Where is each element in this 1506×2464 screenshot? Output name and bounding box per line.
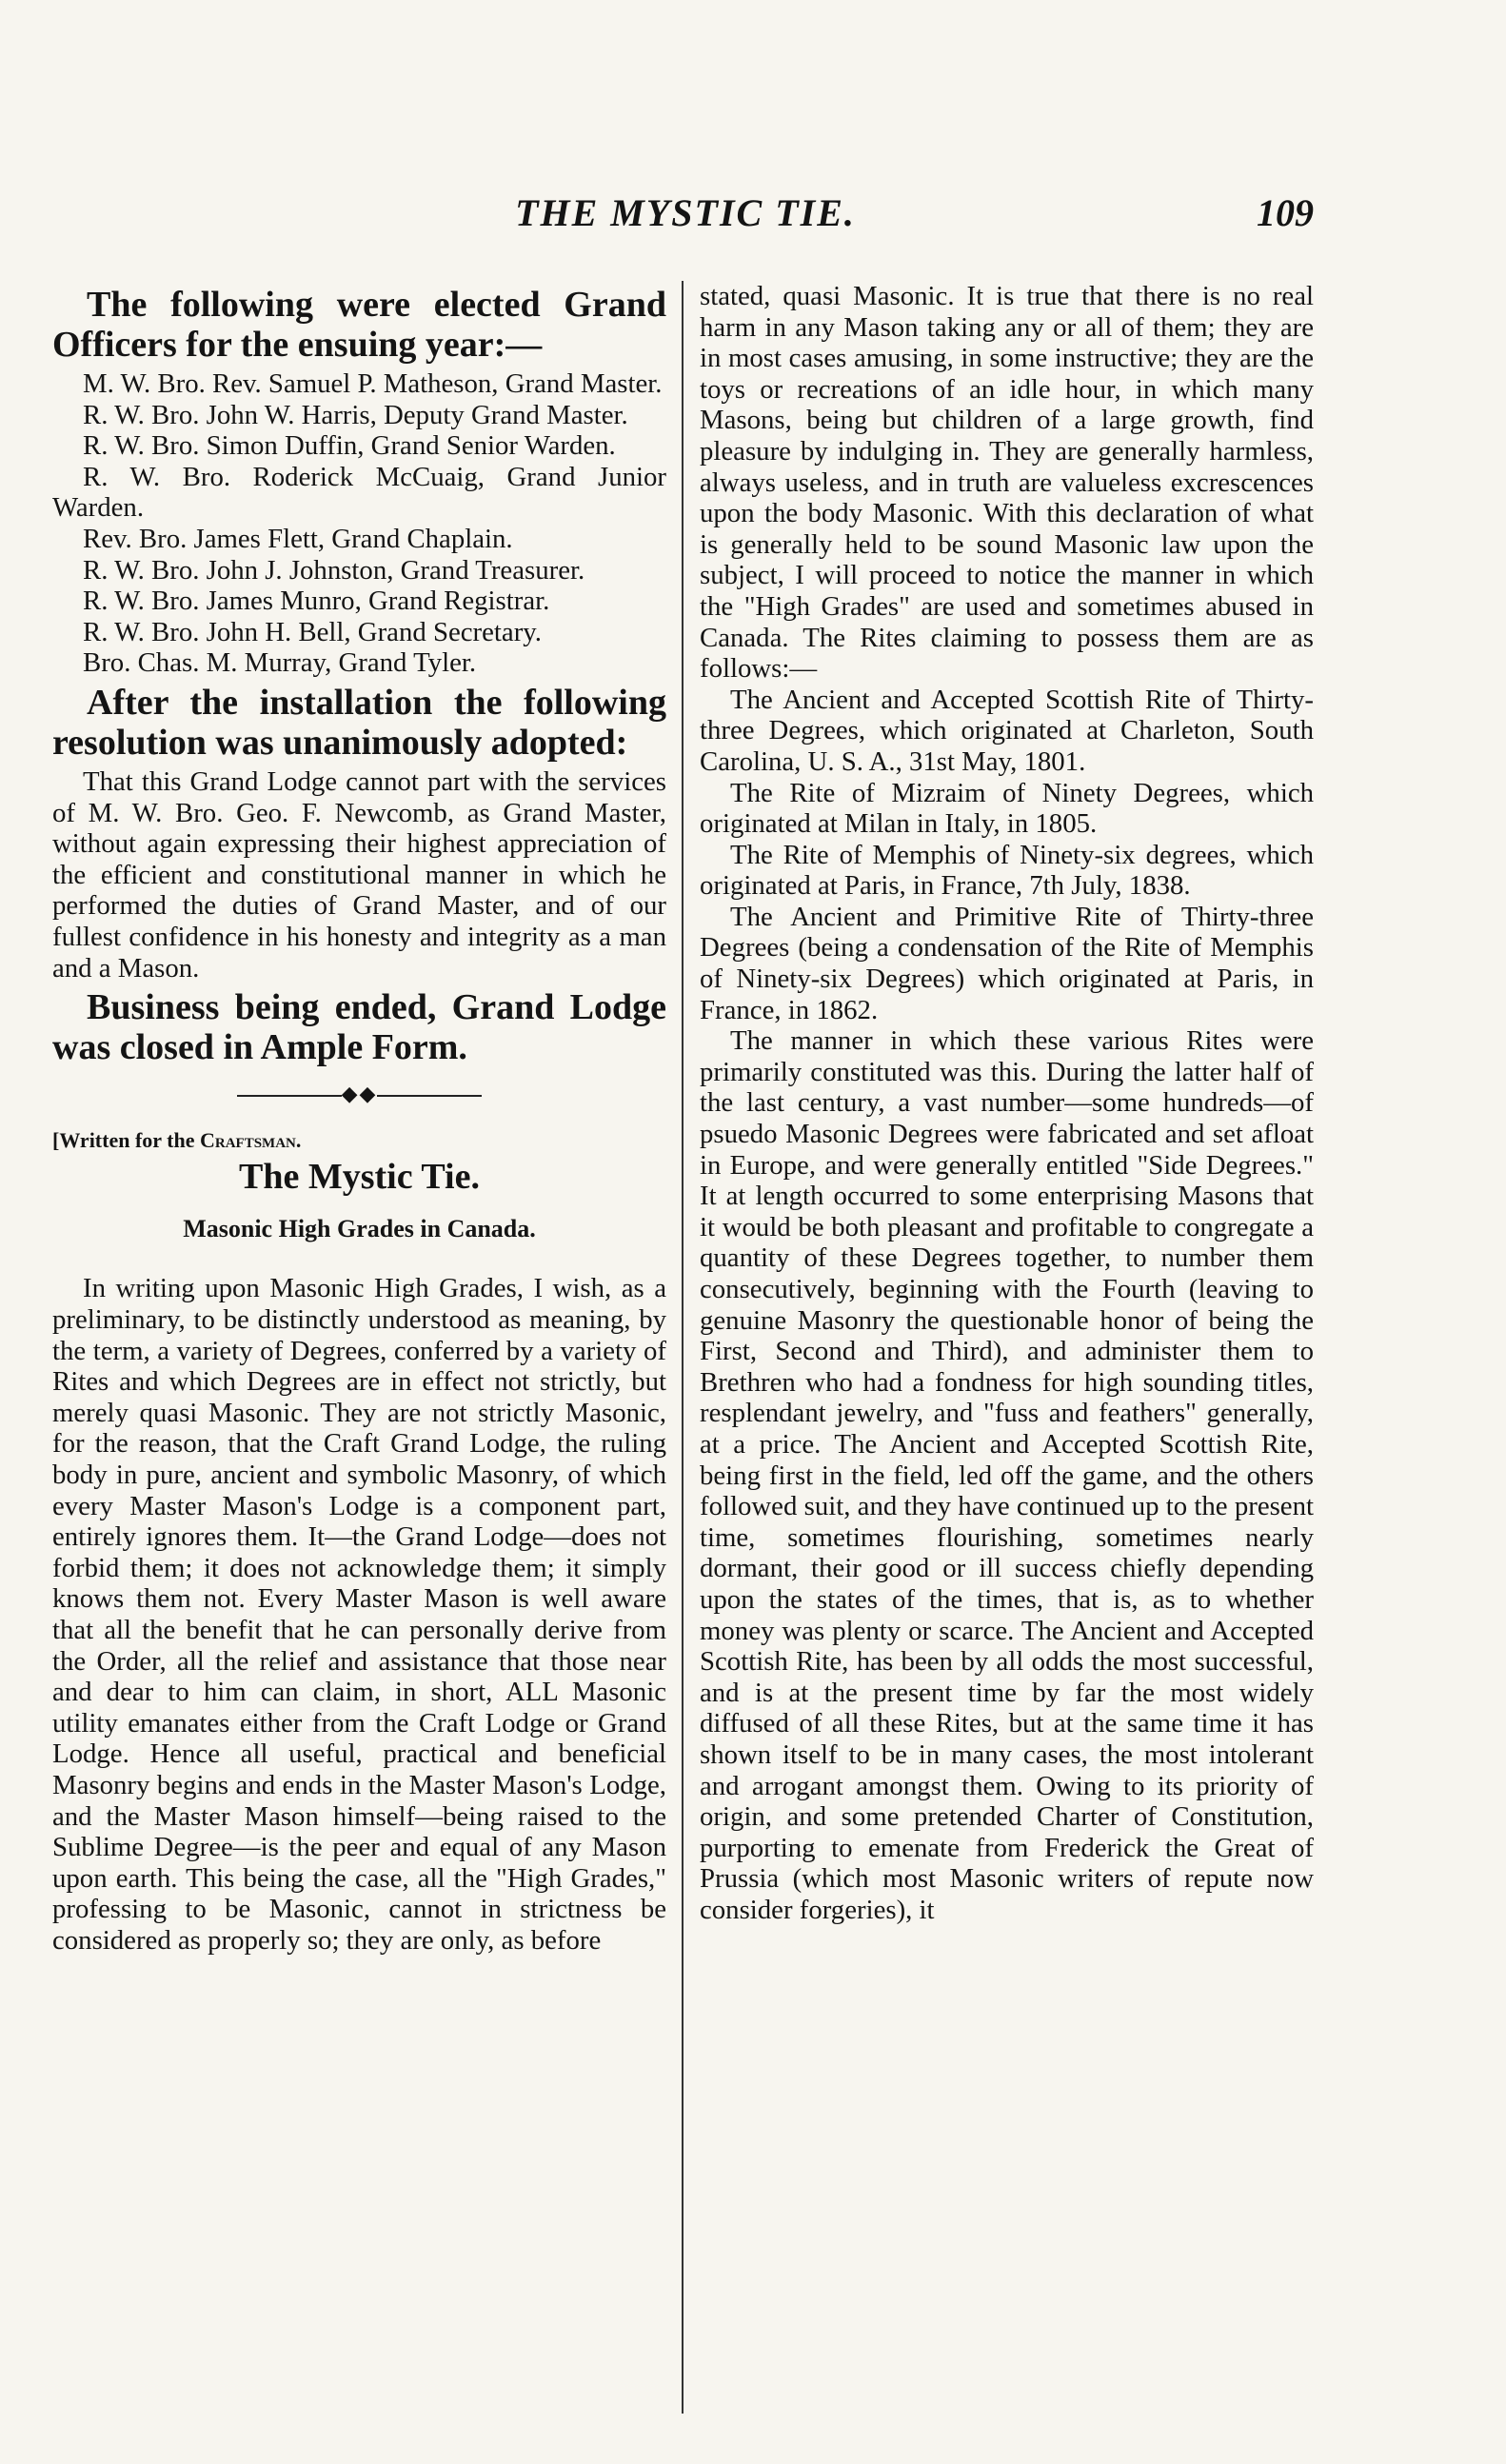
section-ornament: ◆◆ — [52, 1079, 666, 1110]
page-number: 109 — [1257, 191, 1314, 234]
officer-entry: R. W. Bro. John H. Bell, Grand Secretary. — [83, 616, 543, 647]
officers-heading: The following were elected Grand Officers for the ensuing year:— — [52, 285, 666, 365]
article-paragraph: In writing upon Masonic High Grades, I wish, as a preliminary, to be distinctly understood as meaning, by the term, a variety of Degrees, conferred by a variety of Rites and which Degrees are in effect not strictly, but merely quasi Masonic. They are not strictly Masonic, for the reason, that the Craft Grand Lodge, the ruling body in pure, ancient and symbolic Masonry, of which every Master Mason's Lodge is a component part, entirely ignores them. It—the Grand Lodge—does not forbid them; it does not acknowledge them; it simply knows them not. Every Master Mason is well aware that all the benefit that he can personally derive from the Order, all the relief and assistance that those near and dear to him can claim, in short, ALL Masonic utility emanates either from the Craft Lodge or Grand Lodge. Hence all useful, practical and beneficial Masonry begins and ends in the Master Mason's Lodge, and the Master Mason himself—being raised to the Sublime Degree—is the peer and equal of any Mason upon earth. This being the case, all the "High Grades," professing to be Masonic, cannot in strictness be considered as properly so; they are only, as before — [52, 1273, 666, 1956]
officer-entry: R. W. Bro. James Munro, Grand Registrar. — [83, 586, 550, 617]
left-column — [52, 281, 666, 1957]
officer-entry: R. W. Bro. Roderick McCuaig, Grand Junior Warden. — [52, 461, 666, 524]
running-title: THE MYSTIC TIE. — [515, 191, 856, 234]
closing-statement: Business being ended, Grand Lodge was closed in Ample Form. — [52, 987, 666, 1068]
page-header — [57, 190, 1314, 248]
officer-entry: R. W. Bro. Simon Duffin, Grand Senior Warden. — [83, 430, 616, 462]
article-paragraph: stated, quasi Masonic. It is true that there is no real harm in any Mason taking any or all of them; they are in most cases amusing, in some instructive; they are the toys or recreations of an idle hour, in which many Masons, being but children of a large growth, find pleasure by indulging in. They are generally harmless, always useless, and in truth are valueless excrescences upon the body Masonic. With this declaration of what is generally held to be sound Masonic law upon the subject, I will proceed to notice the manner in which the "High Grades" are used and sometimes abused in Canada. The Rites claiming to possess them are as follows:— — [700, 281, 1314, 685]
officer-entry: R. W. Bro. John W. Harris, Deputy Grand Master. — [83, 399, 628, 430]
byline: [Written for the Craftsman. — [52, 1127, 302, 1152]
column-divider — [682, 281, 684, 2414]
rite-entry: The Rite of Mizraim of Ninety Degrees, which originated at Milan in Italy, in 1805. — [700, 777, 1314, 840]
right-column — [700, 281, 1314, 1925]
article-paragraph: The manner in which these various Rites were primarily constituted was this. During the latter half of the last century, a vast number—some hundreds—of psuedo Masonic Degrees were fabricated and set afloat in Europe, and were generally entitled "Side Degrees." It at length occurred to some enterprising Masons that it would be both pleasant and profitable to congregate a quantity of these Degrees together, to number them consecutively, beginning with the Fourth (leaving to genuine Masonry the questionable honor of being the First, Second and Third), and administer them to Brethren who had a fondness for high sounding titles, resplendant jewelry, and "fuss and feathers" generally, at a price. The Ancient and Accepted Scottish Rite, being first in the field, led off the game, and the others followed suit, and they have continued up to the present time, sometimes flourishing, sometimes nearly dormant, their good or ill success chiefly depending upon the states of the times, that is, as to whether money was plenty or scarce. The Ancient and Accepted Scottish Rite, has been by all odds the most successful, and is at the present time by far the most widely diffused of all these Rites, but at the same time it has shown itself to be in many cases, the most intolerant and arrogant amongst them. Owing to its priority of origin, and some pretended Charter of Constitution, purporting to emenate from Frederick the Great of Prussia (which most Masonic writers of repute now consider forgeries), it — [700, 1025, 1314, 1925]
officer-entry: Rev. Bro. James Flett, Grand Chaplain. — [83, 523, 513, 554]
resolution-text: That this Grand Lodge cannot part with the services of M. W. Bro. Geo. F. Newcomb, as Grand Master, without again expressing their highest appreciation of the efficient and constitutional manner in which he performed the duties of Grand Master, and of our fullest confidence in his honesty and integrity as a man and a Mason. — [52, 765, 666, 984]
officer-entry: M. W. Bro. Rev. Samuel P. Matheson, Grand Master. — [83, 368, 663, 399]
officer-entry: Bro. Chas. M. Murray, Grand Tyler. — [83, 647, 477, 679]
officer-entry: R. W. Bro. John J. Johnston, Grand Treasurer. — [83, 554, 585, 586]
resolution-heading: After the installation the following resolution was unanimously adopted: — [52, 682, 666, 763]
rite-entry: The Rite of Memphis of Ninety-six degrees, which originated at Paris, in France, 7th July, 1838. — [700, 839, 1314, 902]
rite-entry: The Ancient and Accepted Scottish Rite of Thirty-three Degrees, which originated at Charleton, South Carolina, U. S. A., 31st May, 1801. — [700, 684, 1314, 777]
rite-entry: The Ancient and Primitive Rite of Thirty-three Degrees (being a condensation of the Rite of Memphis of Ninety-six Degrees) which originated at Paris, in France, in 1862. — [700, 901, 1314, 1025]
section-title: Masonic High Grades in Canada. — [183, 1214, 536, 1242]
article-title: The Mystic Tie. — [239, 1157, 480, 1198]
